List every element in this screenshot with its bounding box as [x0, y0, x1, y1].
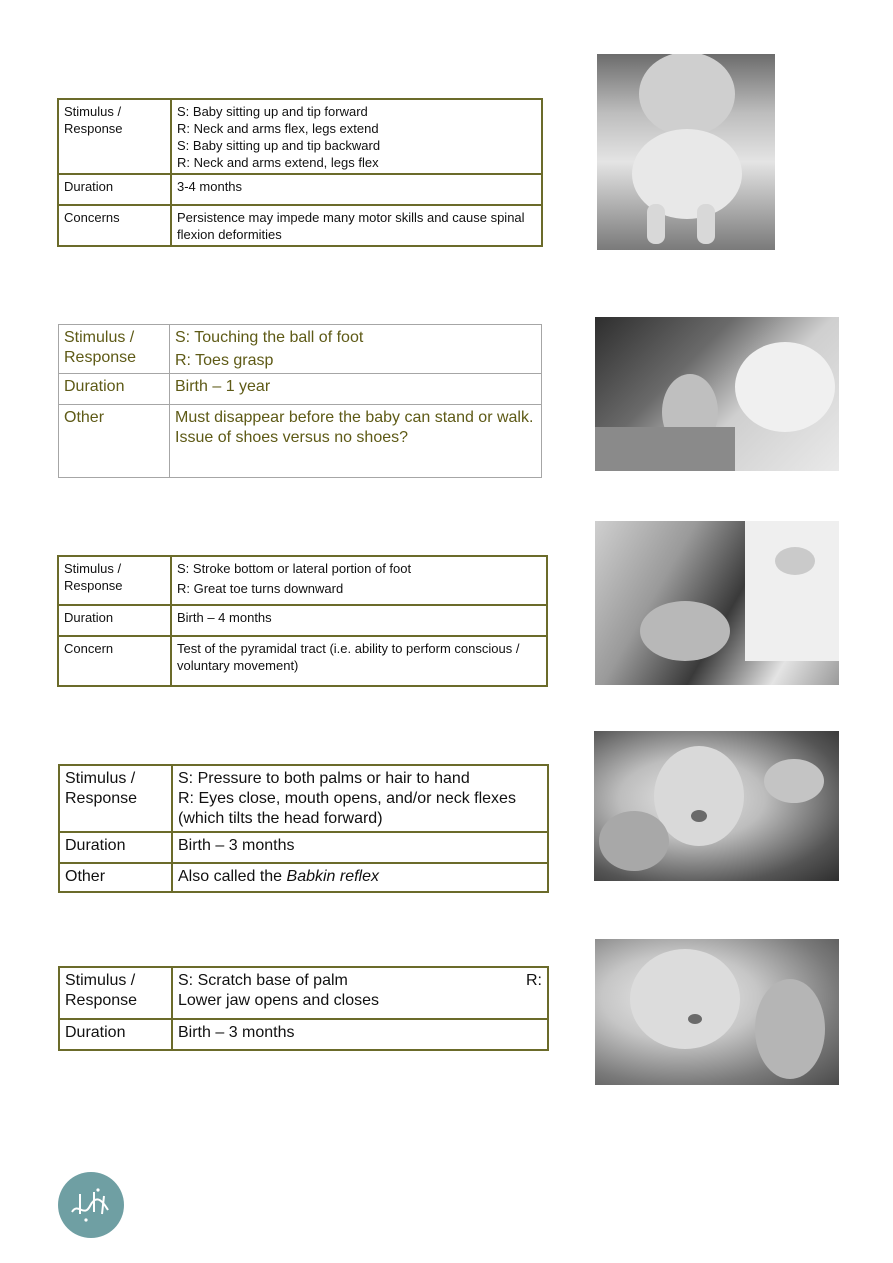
table-row — [58, 205, 542, 246]
row-value: Birth – 1 year — [170, 374, 542, 405]
row-value: Must disappear before the baby can stand or walk. Issue of shoes versus no shoes? — [170, 405, 542, 478]
table-row — [59, 765, 548, 832]
table-row — [58, 174, 542, 205]
logo-calligraphy-icon — [58, 1172, 124, 1238]
table-row — [59, 405, 542, 478]
row-label: Concerns — [58, 205, 171, 246]
row-label: Stimulus / Response — [58, 99, 171, 174]
row-value: S: Baby sitting up and tip forward R: Neck and arms flex, legs extend S: Baby sitting up and tip backward R: Neck and arms extend, legs flex — [171, 99, 542, 174]
row-label: Concern — [58, 636, 171, 686]
palm-pressure-photo — [594, 731, 839, 881]
row-label: Stimulus / Response — [59, 967, 172, 1019]
row-label: Duration — [58, 174, 171, 205]
table-row — [59, 1019, 548, 1050]
row-label: Stimulus / Response — [59, 765, 172, 832]
table-row — [58, 636, 547, 686]
baby-sitting-photo — [597, 54, 775, 250]
row-value: S: Scratch base of palm R: Lower jaw opens and closes — [172, 967, 548, 1019]
row-value: Persistence may impede many motor skills and cause spinal flexion deformities — [171, 205, 542, 246]
foot-stroke-photo — [595, 521, 839, 685]
table-row — [59, 325, 542, 374]
reflex-table-3 — [57, 555, 548, 687]
table-row — [58, 605, 547, 636]
baby-sitting-illustration — [597, 54, 775, 250]
foot-grasp-illustration — [595, 317, 839, 471]
palm-pressure-illustration — [594, 731, 839, 881]
foot-grasp-photo — [595, 317, 839, 471]
table-row — [59, 374, 542, 405]
row-label: Other — [59, 405, 170, 478]
row-value: Test of the pyramidal tract (i.e. ability to perform conscious / voluntary movement) — [171, 636, 547, 686]
row-label: Duration — [59, 374, 170, 405]
row-value: S: Touching the ball of foot R: Toes grasp — [170, 325, 542, 374]
palm-scratch-photo — [595, 939, 839, 1085]
reflex-table-2 — [58, 324, 542, 478]
reflex-table-5 — [58, 966, 549, 1051]
row-label: Duration — [59, 1019, 172, 1050]
table-row — [59, 967, 548, 1019]
row-label: Other — [59, 863, 172, 892]
row-value: Birth – 4 months — [171, 605, 547, 636]
row-value: S: Pressure to both palms or hair to hand R: Eyes close, mouth opens, and/or neck flexes (which tilts the head forward) — [172, 765, 548, 832]
table-row — [58, 556, 547, 605]
row-value: Birth – 3 months — [172, 832, 548, 863]
row-value: Birth – 3 months — [172, 1019, 548, 1050]
arabic-calligraphy-logo — [58, 1172, 124, 1238]
row-value: S: Stroke bottom or lateral portion of foot R: Great toe turns downward — [171, 556, 547, 605]
table-row — [59, 863, 548, 892]
row-label: Duration — [58, 605, 171, 636]
row-label: Duration — [59, 832, 172, 863]
palm-scratch-illustration — [595, 939, 839, 1085]
reflex-table-1 — [57, 98, 543, 247]
row-value: 3-4 months — [171, 174, 542, 205]
row-label: Stimulus / Response — [58, 556, 171, 605]
foot-stroke-illustration — [595, 521, 839, 685]
row-value: Also called the Babkin reflex — [172, 863, 548, 892]
table-row — [58, 99, 542, 174]
row-label: Stimulus / Response — [59, 325, 170, 374]
table-row — [59, 832, 548, 863]
reflex-table-4 — [58, 764, 549, 893]
